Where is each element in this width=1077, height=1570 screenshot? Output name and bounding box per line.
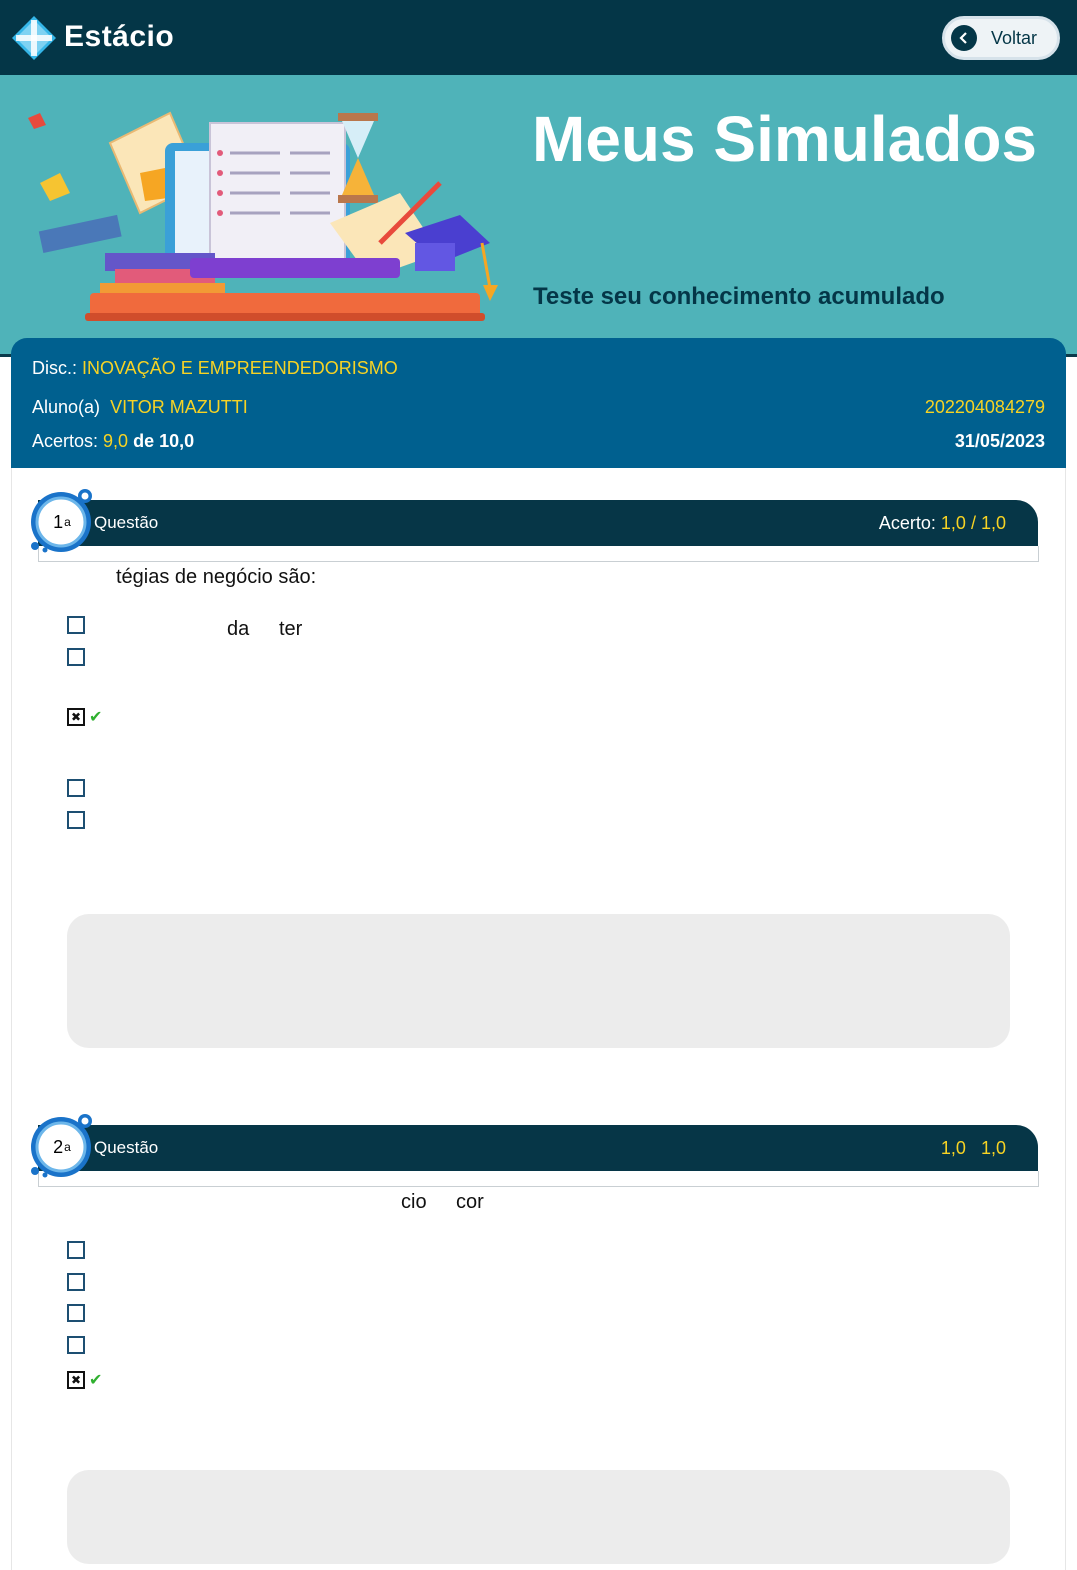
discipline-value: INOVAÇÃO E EMPREENDEDORISMO xyxy=(82,358,398,378)
back-button-label: Voltar xyxy=(991,27,1038,48)
student-label: Aluno(a) xyxy=(32,397,101,417)
question-1-option-b-checkbox[interactable] xyxy=(67,648,85,666)
page-title: Meus Simulados xyxy=(532,103,1037,175)
question-1-number xyxy=(27,487,97,557)
question-1-ordinal: a xyxy=(64,515,71,529)
discipline-row xyxy=(32,358,398,379)
question-1-option-e-checkbox[interactable] xyxy=(67,811,85,829)
question-2-underline xyxy=(38,1171,1039,1187)
correct-check-icon: ✔ xyxy=(89,1372,103,1389)
question-2-option-e-checkbox[interactable] xyxy=(67,1371,85,1389)
question-2-label: Questão xyxy=(94,1138,159,1157)
question-2-ordinal: a xyxy=(64,1140,71,1154)
question-2-option-b-checkbox[interactable] xyxy=(67,1273,85,1291)
estacio-logo-icon xyxy=(10,14,58,62)
exam-date: 31/05/2023 xyxy=(954,431,1045,451)
question-2-score xyxy=(941,1138,1006,1159)
hits-label: Acertos: xyxy=(32,431,99,451)
score-max: 1,0 xyxy=(980,1138,1006,1158)
score-label: Acerto: xyxy=(878,513,936,533)
question-2-option-c-checkbox[interactable] xyxy=(67,1304,85,1322)
hits-value: 9,0 xyxy=(103,431,129,451)
question-1-option-a-fragment-2: ter xyxy=(279,618,303,640)
correct-check-icon: ✔ xyxy=(89,709,103,726)
study-illustration xyxy=(20,103,510,333)
exam-info-panel xyxy=(11,338,1066,468)
question-2-number-value: 2 xyxy=(53,1136,64,1157)
question-1-label: Questão xyxy=(94,513,159,532)
back-button[interactable] xyxy=(942,16,1060,60)
student-id: 202204084279 xyxy=(924,397,1045,417)
student-row xyxy=(32,397,248,418)
student-name: VITOR MAZUTTI xyxy=(110,397,248,417)
question-2-option-a-checkbox[interactable] xyxy=(67,1241,85,1259)
question-1-score xyxy=(879,513,1006,534)
hits-total: de 10,0 xyxy=(133,431,195,451)
question-1-header xyxy=(38,500,1038,546)
top-bar xyxy=(0,0,1077,75)
score-separator: / xyxy=(965,513,981,533)
question-2-text-fragment-2: cor xyxy=(456,1191,484,1213)
question-1-option-a-fragment-1: da xyxy=(227,618,250,640)
brand-name: Estácio xyxy=(64,20,175,53)
question-1-option-c-checkbox[interactable] xyxy=(67,708,85,726)
x-mark-icon: ✖ xyxy=(70,710,82,724)
hits-row xyxy=(32,431,194,452)
question-2-number xyxy=(27,1112,97,1182)
question-1-underline xyxy=(38,546,1039,562)
question-2-option-d-checkbox[interactable] xyxy=(67,1336,85,1354)
score-max: 1,0 xyxy=(980,513,1006,533)
question-1-feedback-box xyxy=(67,914,1010,1048)
question-2-feedback-box xyxy=(67,1470,1010,1564)
x-mark-icon: ✖ xyxy=(70,1373,82,1387)
discipline-label: Disc.: xyxy=(32,358,77,378)
page-subtitle: Teste seu conhecimento acumulado xyxy=(533,283,945,310)
question-2-header xyxy=(38,1125,1038,1171)
score-value: 1,0 xyxy=(940,513,966,533)
score-value: 1,0 xyxy=(940,1138,966,1158)
question-2-text-fragment-1: cio xyxy=(401,1191,427,1213)
question-1-number-value: 1 xyxy=(53,511,64,532)
chevron-left-icon xyxy=(951,25,977,51)
question-1-option-d-checkbox[interactable] xyxy=(67,779,85,797)
question-1-text: tégias de negócio são: xyxy=(116,566,317,588)
hero-banner xyxy=(0,75,1077,357)
question-1-option-a-checkbox[interactable] xyxy=(67,616,85,634)
